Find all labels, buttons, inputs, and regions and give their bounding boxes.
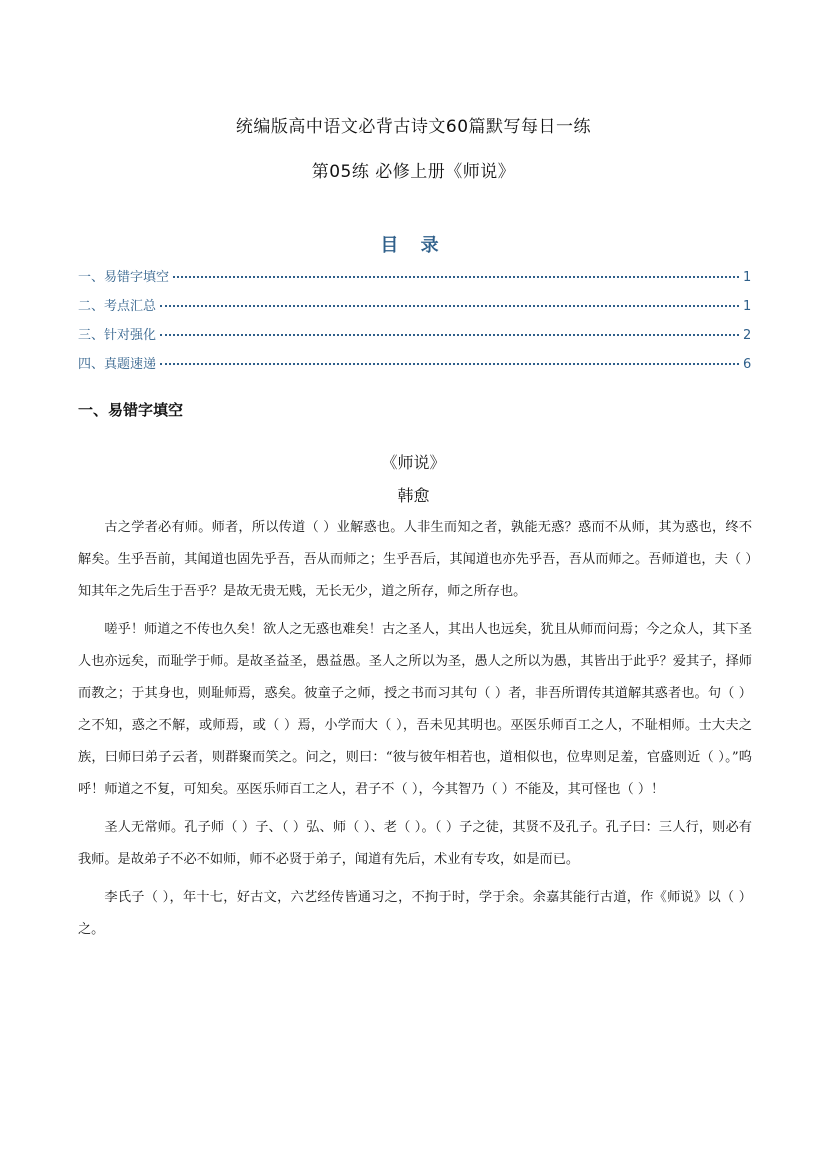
toc-leader-dots	[160, 334, 739, 336]
toc-item-4[interactable]	[78, 353, 751, 382]
toc-leader-dots	[160, 305, 739, 307]
poem-body	[78, 512, 752, 952]
toc-item-label: 一、易错字填空	[78, 270, 170, 285]
toc-heading: 目 录	[380, 235, 447, 256]
toc-item-1[interactable]	[78, 266, 751, 295]
toc-leader-dots	[160, 363, 739, 365]
poem-title: 《师说》	[381, 453, 446, 472]
toc-page-number: 1	[743, 270, 752, 285]
toc-item-3[interactable]	[78, 324, 751, 353]
toc-page-number: 2	[743, 328, 752, 343]
toc-leader-dots	[173, 276, 739, 278]
poem-author: 韩愈	[397, 486, 430, 505]
paragraph: 嗟乎！师道之不传也久矣！欲人之无惑也难矣！古之圣人，其出人也远矣，犹且从师而问焉；今之众人，其下圣人也亦远矣，而耻学于师。是故圣益圣，愚益愚。圣人之所以为圣，愚人之所以为愚，其皆出于此乎？爱其子，择师而教之；于其身也，则耻师焉，惑矣。彼童子之师，授之书而习其句（ ）者，非吾所谓传其道解其惑者也。句（ ）之不知，惑之不解，或师焉，或（ ）焉，小学而大（ ），吾未见其明也。巫医乐师百工之人，不耻相师。士大夫之族，曰师曰弟子云者，则群聚而笑之。问之，则曰：“彼与彼年相若也，道相似也，位卑则足羞，官盛则近（ ）。”呜呼！师道之不复，可知矣。巫医乐师百工之人，君子不（ ），今其智乃（ ）不能及，其可怪也（ ）！	[78, 622, 752, 797]
toc-page-number: 6	[743, 357, 752, 372]
toc-item-label: 三、针对强化	[78, 328, 157, 343]
toc-item-label: 二、考点汇总	[78, 299, 157, 314]
document-title: 统编版高中语文必背古诗文60篇默写每日一练	[235, 117, 592, 137]
paragraph: 圣人无常师。孔子师（ ）子、（ ）弘、师（ ）、老（ ）。（ ）子之徒，其贤不及孔子。孔子曰：三人行，则必有我师。是故弟子不必不如师，师不必贤于弟子，闻道有先后，术业有专攻，如是而已。	[78, 820, 752, 867]
document-subtitle: 第05练 必修上册《师说》	[311, 162, 516, 182]
section-heading: 一、易错字填空	[78, 401, 184, 419]
paragraph: 古之学者必有师。师者，所以传道（ ）业解惑也。人非生而知之者，孰能无惑？惑而不从师，其为惑也，终不解矣。生乎吾前，其闻道也固先乎吾，吾从而师之；生乎吾后，其闻道也亦先乎吾，吾从而师之。吾师道也，夫（ ）知其年之先后生于吾乎？是故无贵无贱，无长无少，道之所存，师之所存也。	[78, 520, 753, 599]
toc-page-number: 1	[743, 299, 752, 314]
paragraph: 李氏子（ ），年十七，好古文，六艺经传皆通习之，不拘于时，学于余。余嘉其能行古道，作《师说》以（ ）之。	[78, 890, 752, 937]
toc-item-label: 四、真题速递	[78, 357, 157, 372]
table-of-contents	[78, 266, 751, 382]
toc-item-2[interactable]	[78, 295, 751, 324]
